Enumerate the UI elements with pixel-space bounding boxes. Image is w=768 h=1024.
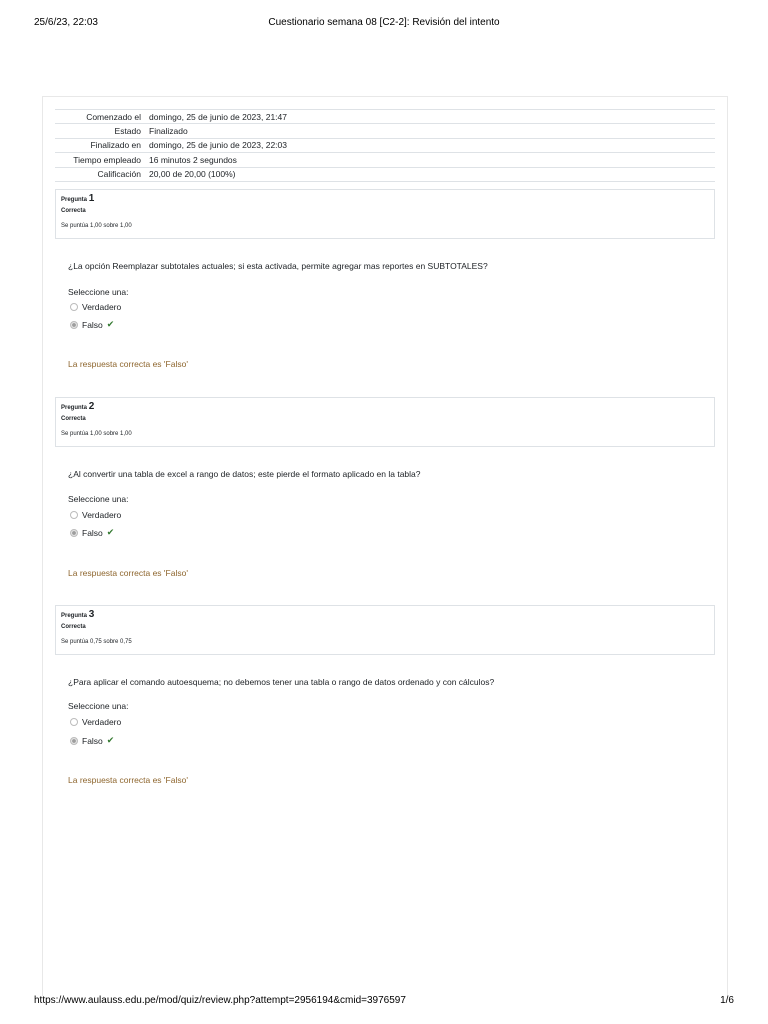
correct-answer-feedback: La respuesta correcta es 'Falso' [68,568,188,578]
summary-label: Calificación [97,169,141,180]
question-info-box [55,605,715,655]
question-text: ¿Al convertir una tabla de excel a rango de datos; este pierde el formato aplicado en la tabla? [68,469,421,479]
summary-value: 20,00 de 20,00 (100%) [149,169,236,180]
option-falso[interactable] [70,735,114,746]
option-label: Falso [82,319,103,330]
question-text: ¿La opción Reemplazar subtotales actuales; si esta activada, permite agregar mas reportes en SUBTOTALES? [68,261,488,271]
question-grade: Se puntúa 1,00 sobre 1,00 [61,431,132,437]
summary-value: Finalizado [149,126,188,137]
question-number: Pregunta 2 [61,401,95,412]
question-state: Correcta [61,624,86,630]
check-icon: ✔ [106,527,115,537]
correct-answer-feedback: La respuesta correcta es 'Falso' [68,359,188,369]
page-number: 1/6 [720,995,734,1006]
option-label: Verdadero [82,717,122,727]
question-number: Pregunta 1 [61,193,95,204]
answer-prompt: Seleccione una: [68,287,129,297]
option-label: Verdadero [82,302,122,312]
print-header [34,17,734,28]
summary-row [55,110,715,124]
summary-row [55,138,715,152]
summary-label: Comenzado el [86,111,141,122]
summary-value: 16 minutos 2 segundos [149,154,237,165]
print-datetime: 25/6/23, 22:03 [34,17,98,28]
radio-button-selected[interactable] [70,321,78,329]
option-verdadero[interactable] [70,717,121,727]
attempt-summary-table [55,109,715,182]
print-title: Cuestionario semana 08 [C2-2]: Revisión del intento [268,17,500,28]
summary-row [55,124,715,138]
question-info-box [55,189,715,239]
question-info-box [55,397,715,447]
summary-label: Finalizado en [90,140,141,151]
option-verdadero[interactable] [70,302,121,312]
summary-row [55,167,715,181]
option-falso[interactable] [70,319,114,330]
summary-value: domingo, 25 de junio de 2023, 22:03 [149,140,288,151]
radio-button-selected[interactable] [70,737,78,745]
answer-prompt: Seleccione una: [68,494,129,504]
question-state: Correcta [61,416,86,422]
page-url: https://www.aulauss.edu.pe/mod/quiz/review.php?attempt=2956194&cmid=3976597 [34,995,406,1006]
question-state: Correcta [61,208,86,214]
question-grade: Se puntúa 0,75 sobre 0,75 [61,639,132,645]
option-falso[interactable] [70,527,114,538]
check-icon: ✔ [106,735,115,745]
option-label: Falso [82,527,103,538]
radio-button-selected[interactable] [70,529,78,537]
radio-button[interactable] [70,718,78,726]
question-text: ¿Para aplicar el comando autoesquema; no debemos tener una tabla o rango de datos ordenado y con cálculos? [68,677,495,687]
question-grade: Se puntúa 1,00 sobre 1,00 [61,223,132,229]
question-number: Pregunta 3 [61,609,95,620]
summary-row [55,153,715,167]
check-icon: ✔ [106,319,115,329]
summary-label: Tiempo empleado [73,154,141,165]
summary-value: domingo, 25 de junio de 2023, 21:47 [149,111,288,122]
option-verdadero[interactable] [70,510,121,520]
answer-prompt: Seleccione una: [68,701,129,711]
option-label: Falso [82,735,103,746]
print-footer [34,995,734,1006]
option-label: Verdadero [82,510,122,520]
radio-button[interactable] [70,511,78,519]
radio-button[interactable] [70,303,78,311]
summary-label: Estado [114,126,141,137]
correct-answer-feedback: La respuesta correcta es 'Falso' [68,775,188,785]
